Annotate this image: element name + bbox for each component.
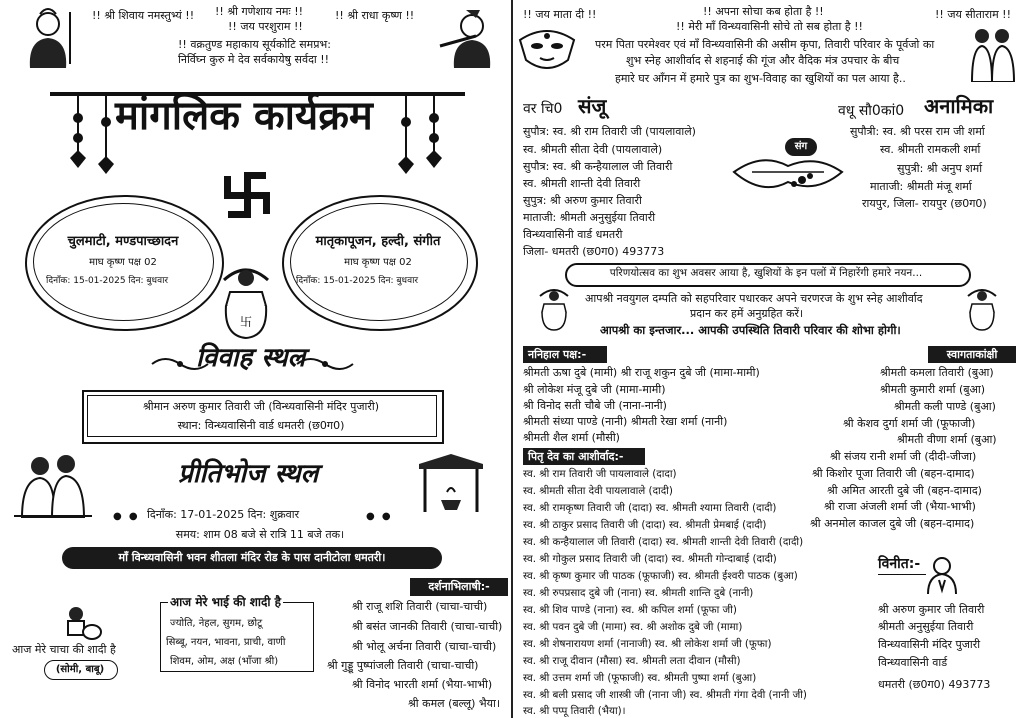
kalash-small-right-icon — [964, 288, 1000, 332]
krishna-icon — [436, 6, 500, 68]
pritibhoj-place: माँ विन्ध्यवासिनी भवन शीतला मंदिर रोड के पास दानीटोला धमतरी। — [118, 551, 386, 564]
var-detail: स्व. श्रीमती सीता देवी (पायलावाले) — [523, 143, 663, 156]
swagat-item: श्री केशव दुर्गा शर्मा जी (फूफाजी) — [843, 417, 976, 430]
dots-left: ● ● — [113, 511, 140, 522]
vinit-title: विनीत:- — [878, 556, 921, 572]
intro-line: हमारे घर आँगन में हमारे पुत्र का शुभ-विवाह का खुशियों का पल आया है.. — [615, 72, 906, 85]
swastik-icon — [220, 168, 274, 222]
var-detail: सुपौत्र: स्व. श्री कन्हैयालाल जी तिवारी — [523, 160, 673, 173]
dots-right: ● ● — [366, 511, 393, 522]
ram-sita-icon — [968, 24, 1018, 82]
vinit-line: श्रीमती अनुसुईया तिवारी — [878, 620, 974, 633]
var-label: वर चि0 — [523, 101, 563, 117]
darshan-item: श्री राजू शशि तिवारी (चाचा-चाची) — [352, 600, 488, 613]
vinit-line: श्री अरुण कुमार जी तिवारी — [878, 603, 985, 616]
sitaram-blessing: !! जय सीताराम !! — [935, 8, 1012, 21]
pitr-item: स्व. श्री रामकृष्ण तिवारी जी (दादा) स्व. श्रीमती श्यामा तिवारी (दादी) — [523, 502, 777, 514]
kalash-small-left-icon — [536, 288, 572, 332]
vivah-sthal-heading: विवाह स्थल — [196, 343, 306, 373]
mata-blessing: !! जय माता दी !! — [523, 8, 597, 21]
pitr-item: स्व. श्री पप्पू तिवारी (भैया)। — [523, 705, 626, 717]
pitr-item: स्व. श्री बली प्रसाद जी शास्त्री जी (नाना जी) स्व. श्रीमती गंगा देवी (नानी जी) — [523, 689, 807, 701]
vinit-line: विन्ध्यवासिनी वार्ड — [878, 656, 948, 669]
apna-blessing: !! अपना सोचा कब होता है !! — [703, 5, 824, 18]
swagat-title: स्वागताकांक्षी — [946, 348, 998, 361]
pitr-item: स्व. श्री उत्तम शर्मा जी (फूफाजी) स्व. श्रीमती पुष्पा शर्मा (बुआ) — [523, 672, 757, 684]
bhai-line: शिवम, ओम, अक्ष (भाँजा श्री) — [170, 656, 279, 667]
shiva-icon — [18, 6, 78, 68]
shlok-line-2: निर्विघ्न कुरु मे देव सर्वकायेषु सर्वदा !! — [178, 53, 330, 66]
shlok-line-1: !! वक्रतुण्ड महाकाय सूर्यकोटि समप्रभ: — [178, 38, 331, 51]
page-title: मांगलिक कार्यक्रम — [115, 92, 373, 139]
vinit-line: धमतरी (छ0ग0) 493773 — [878, 678, 991, 691]
pitr-item: स्व. श्री शिव पाण्डे (नाना) स्व. श्री कपिल शर्मा (फूफा जी) — [523, 604, 737, 616]
ornament-right-icon — [295, 354, 355, 374]
swagat-item: श्रीमती कुमारी शर्मा (बुआ) — [880, 383, 986, 396]
intezar-text: आपश्री का इन्तजार... आपकी उपस्थिति तिवारी परिवार की शोभा होगी। — [600, 323, 901, 337]
swagat-item: श्रीमती कमला तिवारी (बुआ) — [880, 366, 994, 379]
nanihal-title: ननिहाल पक्ष:- — [528, 348, 587, 361]
vadhu-detail: स्व. श्रीमती रामकली शर्मा — [880, 143, 981, 156]
bhai-line: सिब्बू, नयन, भावना, प्राची, वाणी — [166, 637, 286, 648]
page-divider — [511, 0, 513, 718]
svg-text:卐: 卐 — [239, 315, 253, 329]
mandap-icon — [417, 452, 485, 514]
pitr-item: स्व. श्री पवन दुबे जी (मामा) स्व. श्री अशोक दुबे जी (मामा) — [523, 621, 743, 633]
swagat-item: श्री राजा अंजली शर्मा जी (भैया-भाभी) — [824, 500, 976, 513]
pitr-item: स्व. श्री ठाकुर प्रसाद तिवारी जी (दादा) स्व. श्रीमती प्रेमबाई (दादी) — [523, 519, 767, 531]
var-detail: सुपौत्र: स्व. श्री राम तिवारी जी (पायलावाले) — [523, 125, 696, 138]
nanihal-item: श्रीमती ऊषा दुबे (मामी) श्री राजू शकुन दुबे जी (मामा-मामी) — [523, 366, 760, 379]
swagat-item: श्री अमित आरती दुबे जी (बहन-दामाद) — [827, 484, 982, 497]
radha-blessing: !! श्री राधा कृष्ण !! — [335, 9, 415, 22]
event1-paksh: माघ कृष्ण पक्ष 02 — [89, 257, 157, 268]
vadhu-label: वधू सौ0कां0 — [838, 103, 905, 119]
kalash-icon — [214, 266, 278, 344]
var-detail: सुपुत्र: श्री अरुण कुमार तिवारी — [523, 194, 642, 207]
event1-name: चुलमाटी, मण्डपाच्छादन — [67, 234, 179, 249]
event2-paksh: माघ कृष्ण पक्ष 02 — [344, 257, 412, 268]
var-detail: स्व. श्रीमती शान्ती देवी तिवारी — [523, 177, 641, 190]
event1-date: दिनाँक: 15-01-2025 दिन: बुधवार — [46, 276, 169, 286]
vinit-line: विन्ध्यवासिनी मंदिर पुजारी — [878, 638, 981, 651]
ganesh-blessing: !! श्री गणेशाय नमः !! — [215, 5, 304, 18]
swagat-item: श्री किशोर पूजा तिवारी जी (बहन-दामाद) — [812, 467, 975, 480]
pritibhoj-heading: प्रीतिभोज स्थल — [178, 459, 319, 489]
swagat-item: श्री अनमोल काजल दुबे जी (बहन-दामाद) — [810, 517, 975, 530]
meri-blessing: !! मेरी माँ विन्ध्यवासिनी सोचे तो सब होता है !! — [676, 20, 863, 33]
darshan-item: श्री गुड्डू पुष्पांजली तिवारी (चाचा-चाची) — [327, 659, 479, 672]
darshan-item: श्री बसंत जानकी तिवारी (चाचा-चाची) — [352, 620, 503, 633]
darshan-title: दर्शनाभिलाषी:- — [428, 580, 490, 593]
nanihal-item: श्री लोकेश मंजू दुबे जी (मामा-मामी) — [523, 383, 666, 396]
pritibhoj-date: दिनाँक: 17-01-2025 दिन: शुक्रवार — [147, 508, 300, 521]
boy-with-drum-icon — [62, 606, 102, 642]
pitr-item: स्व. श्री राजू दीवान (मौसा) स्व. श्रीमती लता दीवान (मौसी) — [523, 655, 741, 667]
var-detail: जिला- धमतरी (छ0ग0) 493773 — [523, 245, 665, 258]
pitr-item: स्व. श्री रुपप्रसाद दुबे जी (नाना) स्व. श्रीमती शान्ति दुबे (नानी) — [523, 587, 754, 599]
parshuram-blessing: !! जय परशुराम !! — [228, 20, 303, 33]
pitr-item: स्व. श्री राम तिवारी जी पायलावाले (दादा) — [523, 468, 677, 480]
event2-date: दिनाँक: 15-01-2025 दिन: बुधवार — [296, 276, 419, 286]
bhai-line: ज्योति, नेहल, सुगम, छोटू — [170, 618, 263, 629]
vadhu-name: अनामिका — [924, 94, 994, 118]
vadhu-detail: माताजी: श्रीमती मंजू शर्मा — [870, 180, 972, 193]
vadhu-detail: रायपुर, जिला- रायपुर (छ0ग0) — [862, 197, 987, 210]
intro-line: परम पिता परमेश्वर एवं माँ विन्ध्यवासिनी की असीम कृपा, तिवारी परिवार के पूर्वजो का — [595, 38, 935, 51]
ashirwad-line: आपश्री नवयुगल दम्पति को सहपरिवार पधारकर अपने चरणरज के शुभ स्नेह आशीर्वाद — [585, 292, 923, 305]
bhai-title: आज मेरे भाई की शादी है — [170, 595, 282, 609]
nanihal-item: श्रीमती शैल शर्मा (मौसी) — [523, 431, 620, 444]
var-detail: माताजी: श्रीमती अनुसुईया तिवारी — [523, 211, 656, 224]
darshan-item: श्री भोलू अर्चना तिवारी (चाचा-चाची) — [352, 640, 497, 653]
swagat-item: श्रीमती कली पाण्डे (बुआ) — [894, 400, 996, 413]
pitr-item: स्व. श्री कृष्ण कुमार जी पाठक (फूफाजी) स्व. श्रीमती ईश्वरी पाठक (बुआ) — [523, 570, 798, 582]
devi-face-icon — [516, 26, 578, 72]
hanging-bell-right-icon — [390, 96, 450, 176]
vinit-underline — [878, 574, 926, 575]
darshan-item: श्री विनोद भारती शर्मा (भैया-भाभी) — [352, 678, 493, 691]
pitr-item: स्व. श्री गोकुल प्रसाद तिवारी जी (दादा) स्व. श्रीमती गोन्दाबाई (दादी) — [523, 553, 777, 565]
shivay-blessing: !! श्री शिवाय नमस्तुभ्यं !! — [92, 9, 195, 22]
vadhu-detail: सुपुत्री: श्री अनुप शर्मा — [897, 162, 983, 175]
couple-icon — [14, 450, 92, 518]
chacha-names: (सोमी, बाबू) — [55, 664, 105, 675]
venue-line-1: श्रीमान अरुण कुमार तिवारी जी (विन्ध्यवासिनी मंदिर पुजारी) — [142, 400, 380, 413]
folded-hands-icon — [924, 556, 960, 594]
pitr-item: स्व. श्री कन्हैयालाल जी तिवारी (दादा) स्व. श्रीमती शान्ती देवी तिवारी (दादी) — [523, 536, 804, 548]
pitr-item: स्व. श्री शेषनारायण शर्मा (नानाजी) स्व. श्री लोकेश शर्मा जी (फूफा) — [523, 638, 772, 650]
var-name: संजू — [578, 94, 607, 118]
var-detail: विन्ध्यवासिनी वार्ड धमतरी — [523, 228, 623, 241]
venue-line-2: स्थान: विन्ध्यवासिनी वार्ड धमतरी (छ0ग0) — [177, 419, 345, 432]
sang-text: संग — [794, 141, 808, 152]
event2-name: मातृकापूजन, हल्दी, संगीत — [315, 234, 441, 249]
pitr-title: पितृ देव का आशीर्वाद:- — [528, 450, 624, 463]
vadhu-detail: सुपौत्री: स्व. श्री परस राम जी शर्मा — [850, 125, 985, 138]
parinay-text: परिणयोत्सव का शुभ अवसर आया है, खुशियों के इन पलों में निहारेंगी हमारे नयन... — [609, 267, 923, 279]
ashirwad-line: प्रदान कर हमें अनुग्रहित करें। — [690, 307, 804, 320]
nanihal-item: श्री विनोद सती चौबे जी (नाना-नानी) — [523, 399, 667, 412]
pitr-item: स्व. श्रीमती सीता देवी पायलावाले (दादी) — [523, 485, 673, 497]
swagat-item: श्रीमती वीणा शर्मा (बुआ) — [897, 433, 997, 446]
intro-line: शुभ स्नेह आशीर्वाद से शहनाई की गूंज और वैदिक मंत्र उपचार के बीच — [626, 54, 900, 67]
swagat-item: श्री संजय रानी शर्मा जी (दीदी-जीजा) — [830, 450, 977, 463]
pritibhoj-time: समय: शाम 08 बजे से रात्रि 11 बजे तक। — [175, 528, 345, 541]
darshan-item: श्री कमल (बल्लू) भैया। — [408, 697, 501, 710]
nanihal-item: श्रीमती संध्या पाण्डे (नानी) श्रीमती रेखा शर्मा (नानी) — [523, 415, 728, 428]
chacha-title: आज मेरे चाचा की शादी है — [12, 643, 116, 656]
